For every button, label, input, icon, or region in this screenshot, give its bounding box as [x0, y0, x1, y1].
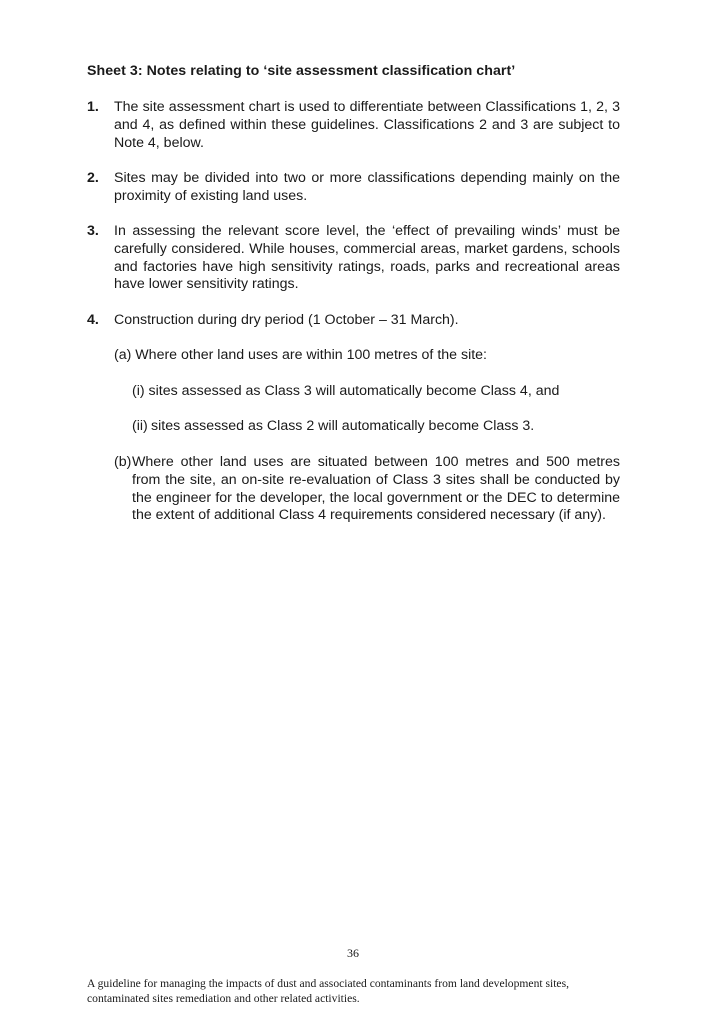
- footer-text: A guideline for managing the impacts of dust and associated contaminants from land development sites, contaminated sites remediation and other related activities.: [87, 977, 569, 1005]
- sheet-heading: Sheet 3: Notes relating to ‘site assessment classification chart’: [87, 63, 516, 79]
- note-number: 4.: [87, 312, 99, 328]
- note-4: [87, 312, 620, 330]
- note-4a-text: (a) Where other land uses are within 100 metres of the site:: [114, 347, 487, 363]
- note-text: The site assessment chart is used to differentiate between Classifications 1, 2, 3 and 4, as defined within these guidelines. Classifications 2 and 3 are subject to Note 4, below.: [114, 99, 620, 151]
- note-3: [87, 223, 620, 295]
- note-4a-ii-text: sites assessed as Class 2 will automatically become Class 3.: [151, 418, 535, 434]
- note-4a-i-text: (i) sites assessed as Class 3 will automatically become Class 4, and: [132, 383, 560, 399]
- note-4a-ii-label: (ii): [132, 418, 148, 434]
- page-number: 36: [347, 946, 359, 960]
- note-2: [87, 170, 620, 206]
- note-4b: [114, 454, 620, 544]
- note-number: 1.: [87, 99, 99, 115]
- note-text: Construction during dry period (1 October – 31 March).: [114, 312, 459, 328]
- note-text: Sites may be divided into two or more classifications depending mainly on the proximity of existing land uses.: [114, 170, 620, 204]
- note-1: [87, 99, 620, 153]
- note-number: 2.: [87, 170, 99, 186]
- note-number: 3.: [87, 223, 99, 239]
- note-text: In assessing the relevant score level, the ‘effect of prevailing winds’ must be carefully considered. While houses, commercial areas, market gardens, schools and factories have high sensitivity ratings, roads, parks and recreational areas have lower sensitivity ratings.: [114, 223, 620, 293]
- note-4b-label: (b): [114, 454, 132, 470]
- note-4b-text: Where other land uses are situated between 100 metres and 500 metres from the site, an on-site re-evaluation of Class 3 sites shall be conducted by the engineer for the developer, the local government or the DEC to determine the extent of additional Class 4 requirements considered necessary (if any).: [132, 454, 620, 524]
